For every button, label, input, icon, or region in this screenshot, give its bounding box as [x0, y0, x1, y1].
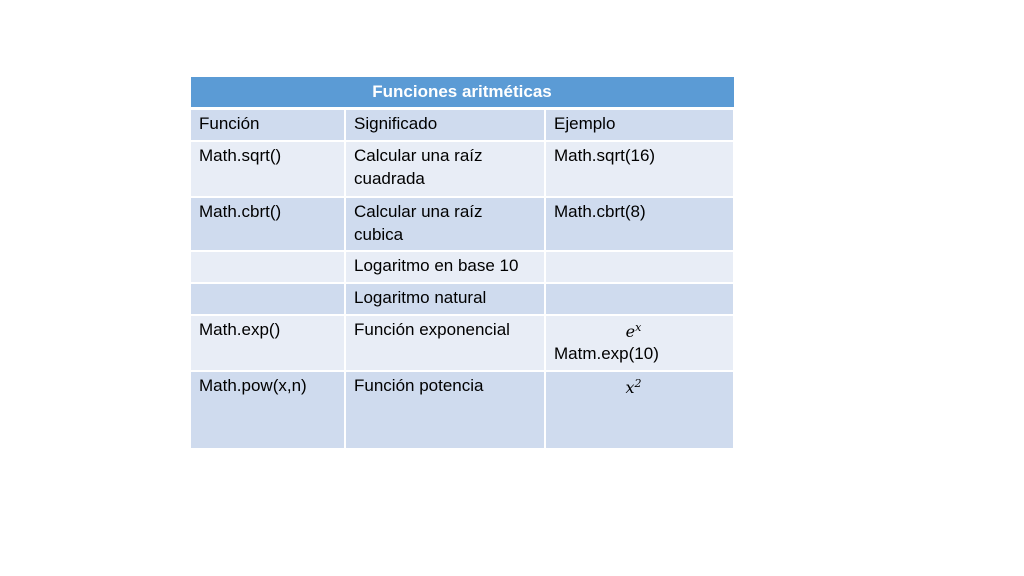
table-row: [190, 315, 734, 371]
cell-ejemplo: [545, 371, 734, 449]
cell-significado: Función exponencial: [345, 315, 545, 371]
cell-ejemplo: Math.cbrt(8): [545, 197, 734, 251]
arithmetic-functions-table: [189, 76, 735, 450]
cell-significado: Logaritmo natural: [345, 283, 545, 315]
table-row: [190, 197, 734, 251]
cell-ejemplo: [545, 251, 734, 283]
cell-significado: Logaritmo en base 10: [345, 251, 545, 283]
cell-ejemplo: [545, 283, 734, 315]
cell-funcion: Math.pow(x,n): [190, 371, 345, 449]
cell-ejemplo: Math.sqrt(16): [545, 141, 734, 197]
formula-e-power-x: $e^x$: [625, 321, 642, 341]
cell-funcion: [190, 283, 345, 315]
table-row: [190, 283, 734, 315]
cell-funcion: Math.cbrt(): [190, 197, 345, 251]
column-header-significado: Significado: [345, 109, 545, 142]
column-header-funcion: Función: [190, 109, 345, 142]
cell-ejemplo: [545, 315, 734, 371]
cell-significado: Función potencia: [345, 371, 545, 449]
table-title-row: [190, 77, 734, 109]
table-title: Funciones aritméticas: [190, 77, 734, 109]
example-text: Matm.exp(10): [554, 344, 659, 363]
table-header-row: [190, 109, 734, 142]
column-header-ejemplo: Ejemplo: [545, 109, 734, 142]
table-row: [190, 141, 734, 197]
cell-significado: Calcular una raíz cuadrada: [345, 141, 545, 197]
cell-significado: Calcular una raíz cubica: [345, 197, 545, 251]
formula-x-squared: $x^2$: [625, 377, 642, 397]
table-row: [190, 371, 734, 449]
cell-funcion: [190, 251, 345, 283]
cell-funcion: Math.exp(): [190, 315, 345, 371]
cell-funcion: Math.sqrt(): [190, 141, 345, 197]
table-row: [190, 251, 734, 283]
